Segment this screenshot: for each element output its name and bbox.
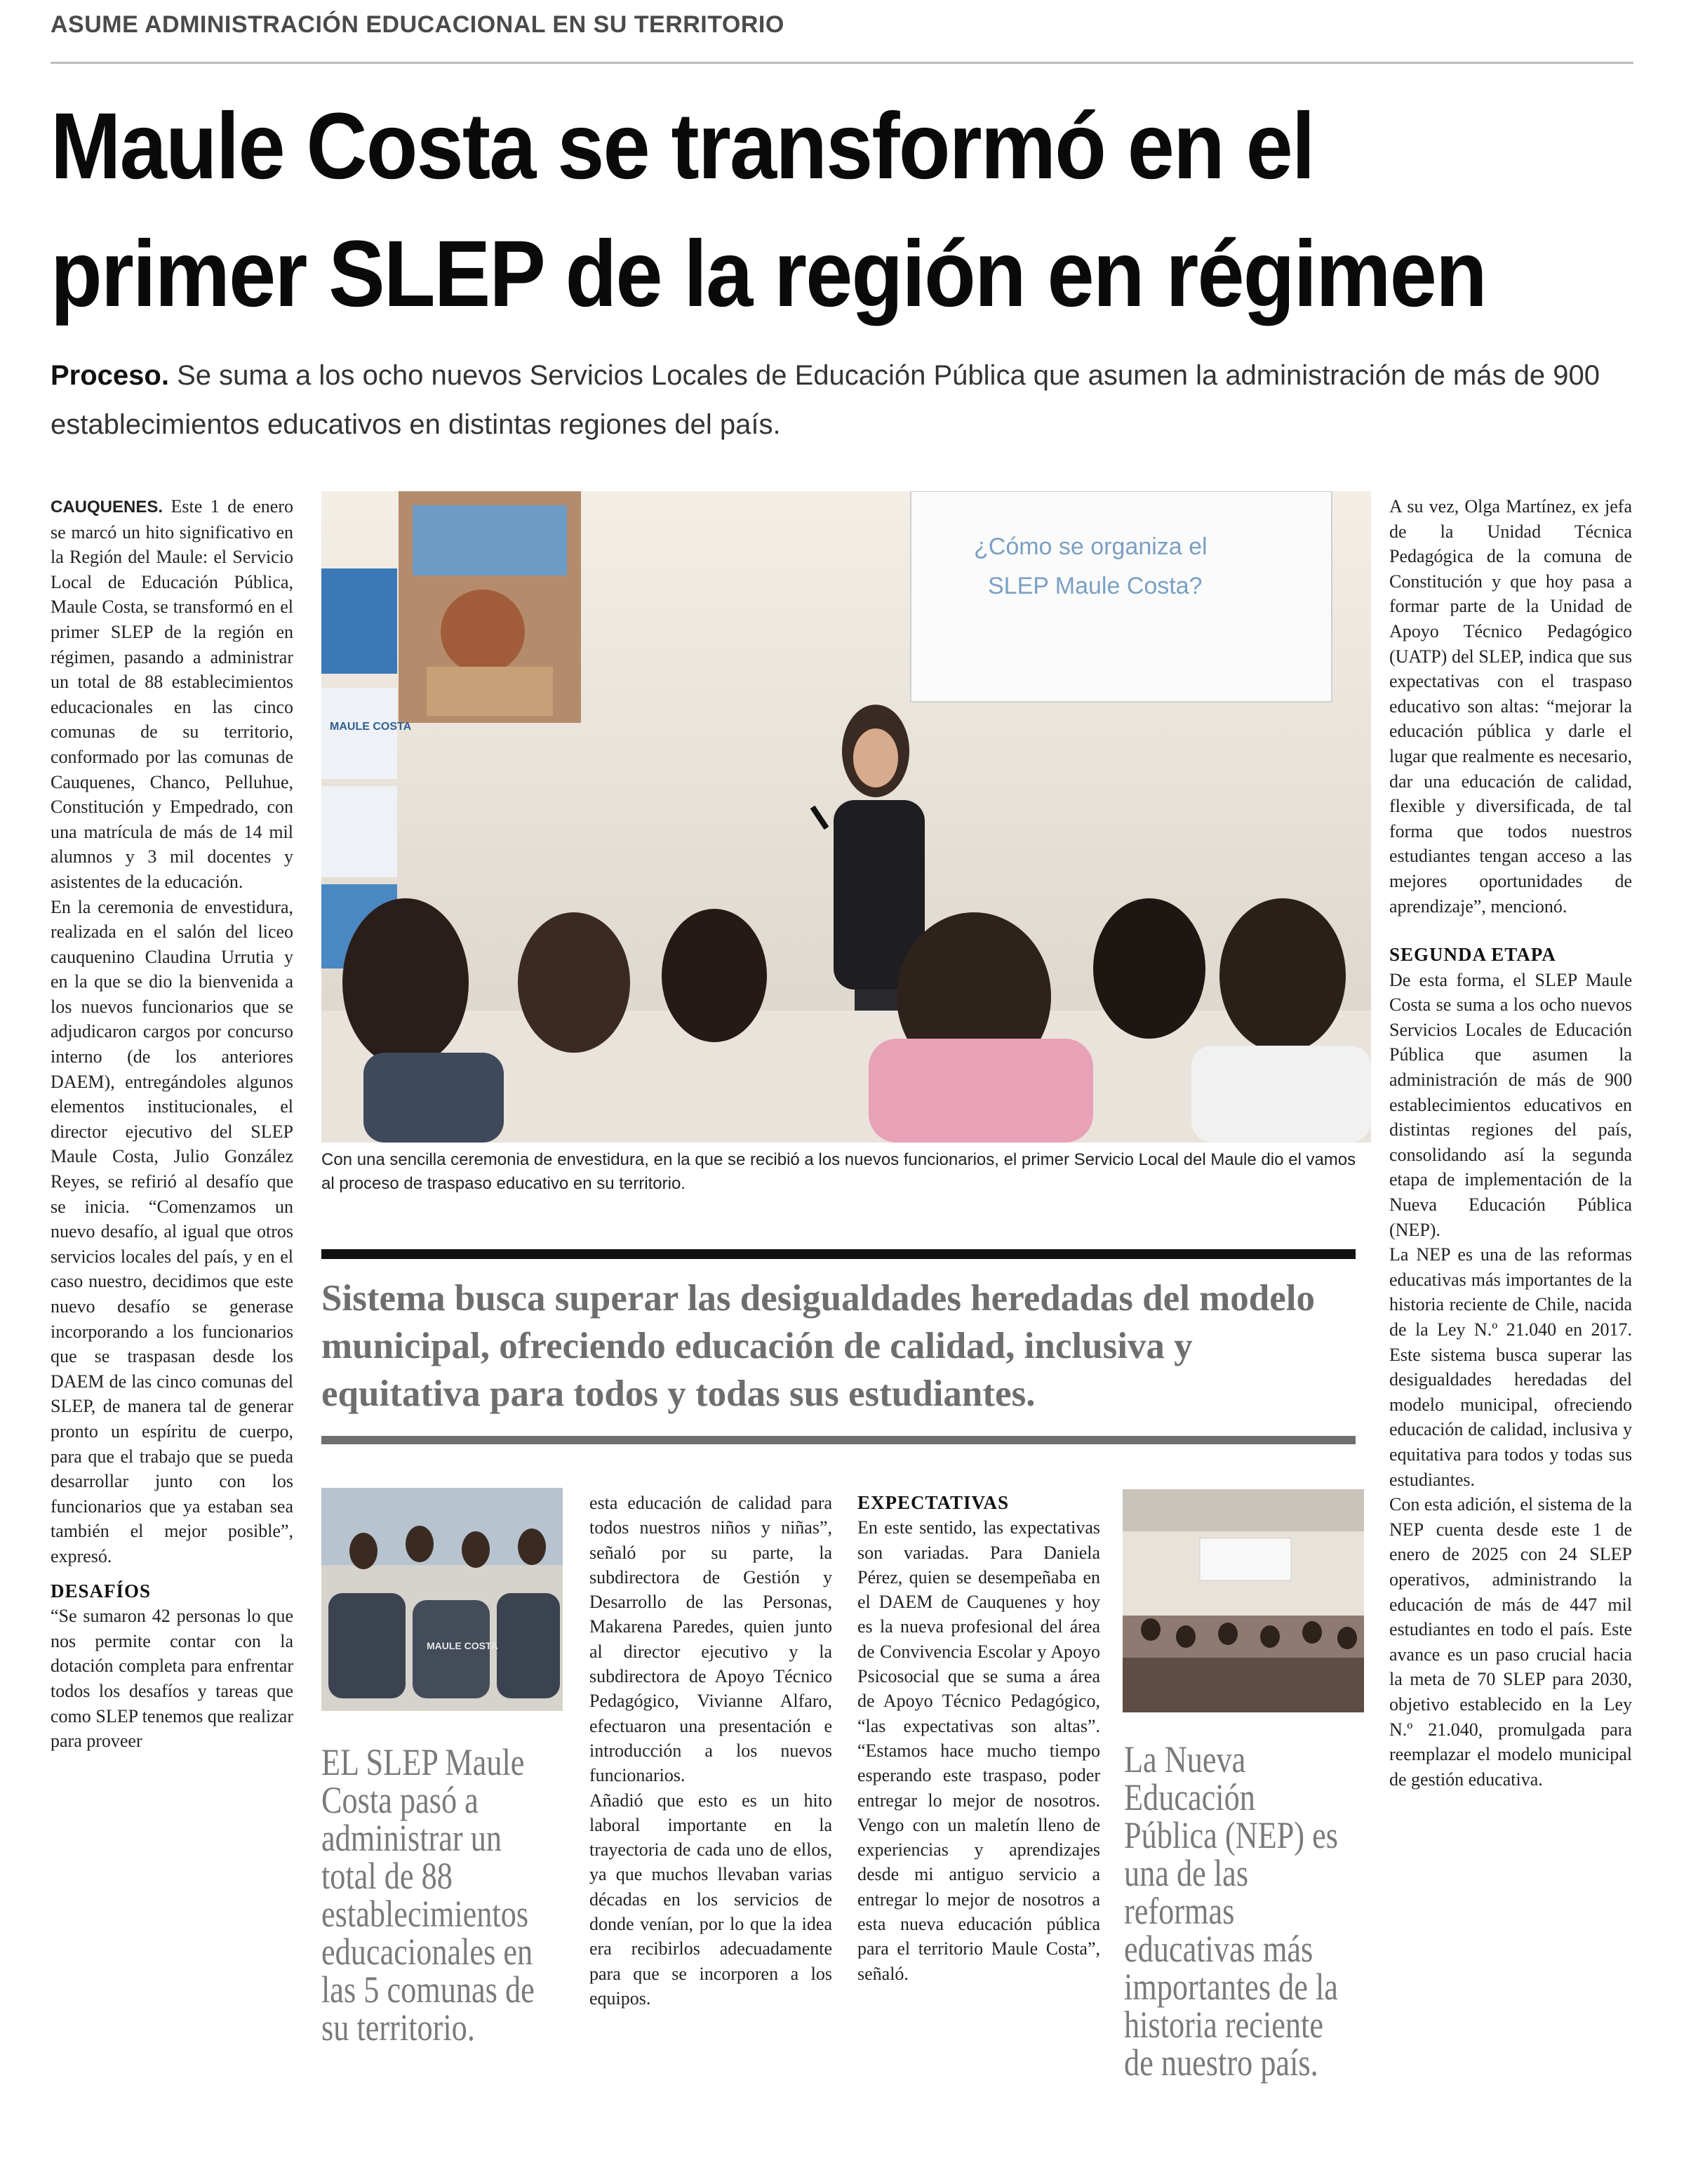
bag-text: MAULE COSTA xyxy=(427,1640,498,1651)
paragraph: esta educación de calidad para todos nuestros niños y niñas”, señaló por su parte, la subdirectora de Gestión y Desarrollo de las Personas, Makarena Paredes, quien junto al director ejecutivo y la subdirectora de Apoyo Técnico Pedagógico, Vivianne Alfaro, efectuaron una presentación e introducción a los nuevos funcionarios. xyxy=(589,1493,832,1786)
screen-text-2: SLEP Maule Costa? xyxy=(988,573,1203,599)
column-middle-b xyxy=(857,1491,1100,1986)
main-photo-illustration xyxy=(321,491,1371,1143)
pullquote-bottom-rule xyxy=(321,1436,1356,1444)
paragraph: En este sentido, las expectativas son variadas. Para Daniela Pérez, quien se desempeñaba en el DAEM de Cauquenes y hoy es la nueva profesional del área de Convivencia Escolar y Apoyo Psicosocial que se suma a área de Apoyo Técnico Pedagógico, “las expectativas son altas”. “Estamos hace mucho tiempo esperando este traspaso, poder entregar lo mejor de nosotros. Vengo con un maletín lleno de experiencias y aprendizajes desde mi antiguo servicio a entregar lo mejor de nosotros a esta nueva educación pública para el territorio Maule Costa”, señaló. xyxy=(857,1517,1100,1984)
main-photo-caption: Con una sencilla ceremonia de envestidura, en la que se recibió a los nuevos funcionarios, el primer Servicio Local del Maule dio el vamos al proceso de traspaso educativo en su territorio. xyxy=(321,1150,1356,1193)
side-quote-slep: EL SLEP Maule Costa pasó a administrar un total de 88 establecimientos educacionales en las 5 comunas de su territorio. xyxy=(321,1741,535,2049)
paragraph: En la ceremonia de envestidura, realizada en el salón del liceo cauquenino Claudina Urrutia y en la que se dio la bienvenida a los nuevos funcionarios que se adjudicaron cargos por concurso interno (de los anteriores DAEM), entregándoles algunos elementos institucionales, el director ejecutivo del SLEP Maule Costa, Julio González Reyes, se refirió al desafío que se inicia. “Comenzamos un nuevo desafío, al igual que otros servicios locales del país, y en el caso nuestro, decidimos que este nuevo desafío se generase incorporando a los funcionarios que se traspasan desde los DAEM de las cinco comunas del SLEP, de manera tal de generar pronto un espíritu de cuerpo, para que el trabajo que se pueda desarrollar junto con los funcionarios que ya estaban sea también el mejor posible”, expresó. xyxy=(51,896,293,1566)
auditorium-photo xyxy=(1123,1489,1364,1712)
pullquote: Sistema busca superar las desigualdades heredadas del modelo municipal, ofreciendo educación de calidad, inclusiva y equitativa para todos y todas sus estudiantes. xyxy=(321,1278,1315,1414)
deck-text: Se suma a los ocho nuevos Servicios Locales de Educación Pública que asumen la administración de más de 900 establecimientos educativos en distintas regiones del país. xyxy=(51,360,1600,440)
column-right xyxy=(1389,494,1632,1792)
paragraph: “Se sumaron 42 personas lo que nos permite contar con la dotación completa para enfrentar todos los desafíos y tareas que como SLEP tenemos que realizar para proveer xyxy=(51,1606,293,1752)
paragraph: Añadió que esto es un hito laboral importante en la trayectoria de cada uno de ellos, ya que muchos llevaban varias décadas en los servicios de donde venían, por lo que la idea era recibirlos adecuadamente para que se incorporen a los equipos. xyxy=(589,1790,832,2009)
headline-line-1: Maule Costa se transformó en el xyxy=(51,94,1314,199)
headline-line-2: primer SLEP de la región en régimen xyxy=(51,222,1486,326)
paragraph: Con esta adición, el sistema de la NEP cuenta desde este 1 de enero de 2025 con 24 SLEP operativos, administrando la educación de más de 447 mil estudiantes en todo el país. Este avance es un paso crucial hacia la meta de 70 SLEP para 2030, objetivo establecido en la Ley N.º 21.040, promulgada para reemplazar el modelo municipal de gestión educativa. xyxy=(1389,1494,1632,1790)
deck-label: Proceso. xyxy=(51,360,169,391)
paragraph xyxy=(51,494,293,895)
banner-text: MAULE COSTA xyxy=(330,721,412,733)
main-photo xyxy=(321,491,1371,1143)
backpacks-photo-illustration xyxy=(321,1488,563,1711)
column-left xyxy=(51,494,293,1754)
side-quote-nep: La Nueva Educación Pública (NEP) es una de las reformas educativas más importantes de la historia reciente de nuestro país. xyxy=(1124,1738,1338,2084)
deck xyxy=(51,351,1643,449)
paragraph-text: Este 1 de enero se marcó un hito significativo en la Región del Maule: el Servicio Local de Educación Pública, Maule Costa, se transformó en el primer SLEP de la región en régimen, pasando a administrar un total de 88 establecimientos educacionales en las cinco comunas de su territorio, conformado por las comunas de Cauquenes, Chanco, Pelluhue, Constitución y Empedrado, con una matrícula de más de 14 mil alumnos y 3 mil docentes y asistentes de la educación. xyxy=(51,496,293,892)
headline xyxy=(51,83,1490,338)
column-middle-a xyxy=(589,1491,832,2011)
subhead-segunda-etapa: SEGUNDA ETAPA xyxy=(1389,944,1556,966)
subhead-desafios: DESAFÍOS xyxy=(51,1580,152,1602)
paragraph: De esta forma, el SLEP Maule Costa se suma a los ocho nuevos Servicios Locales de Educación Pública que asumen la administración de más de 900 establecimientos educativos en distintas regiones del país, consolidando así la segunda etapa de implementación de la Nueva Educación Pública (NEP). xyxy=(1389,969,1632,1240)
paragraph: La NEP es una de las reformas educativas más importantes de la historia reciente de Chile, nacida de la Ley N.º 21.040 en 2017. Este sistema busca superar las desigualdades heredadas del modelo municipal, ofreciendo educación de calidad, inclusiva y equitativa para todos y todas sus estudiantes. xyxy=(1389,1244,1632,1490)
kicker-divider xyxy=(51,62,1633,64)
auditorium-photo-illustration xyxy=(1123,1489,1364,1712)
pullquote-top-rule xyxy=(321,1249,1356,1259)
kicker: ASUME ADMINISTRACIÓN EDUCACIONAL EN SU TERRITORIO xyxy=(51,11,784,38)
screen-text-1: ¿Cómo se organiza el xyxy=(974,533,1208,560)
paragraph: A su vez, Olga Martínez, ex jefa de la Unidad Técnica Pedagógica de la comuna de Constitución y que hoy pasa a formar parte de la Unidad de Apoyo Técnico Pedagógico (UATP) del SLEP, indica que sus expectativas con el traspaso educativo son altas: “mejorar la educación pública y darle el lugar que realmente es necesario, dar una educación de calidad, flexible y diversificada, de tal forma que todos nuestros estudiantes tengan acceso a las mejores oportunidades de aprendizaje”, mencionó. xyxy=(1389,496,1632,917)
backpacks-photo xyxy=(321,1488,563,1711)
dateline: CAUQUENES. xyxy=(51,498,163,517)
subhead-expectativas: EXPECTATIVAS xyxy=(857,1492,1010,1513)
